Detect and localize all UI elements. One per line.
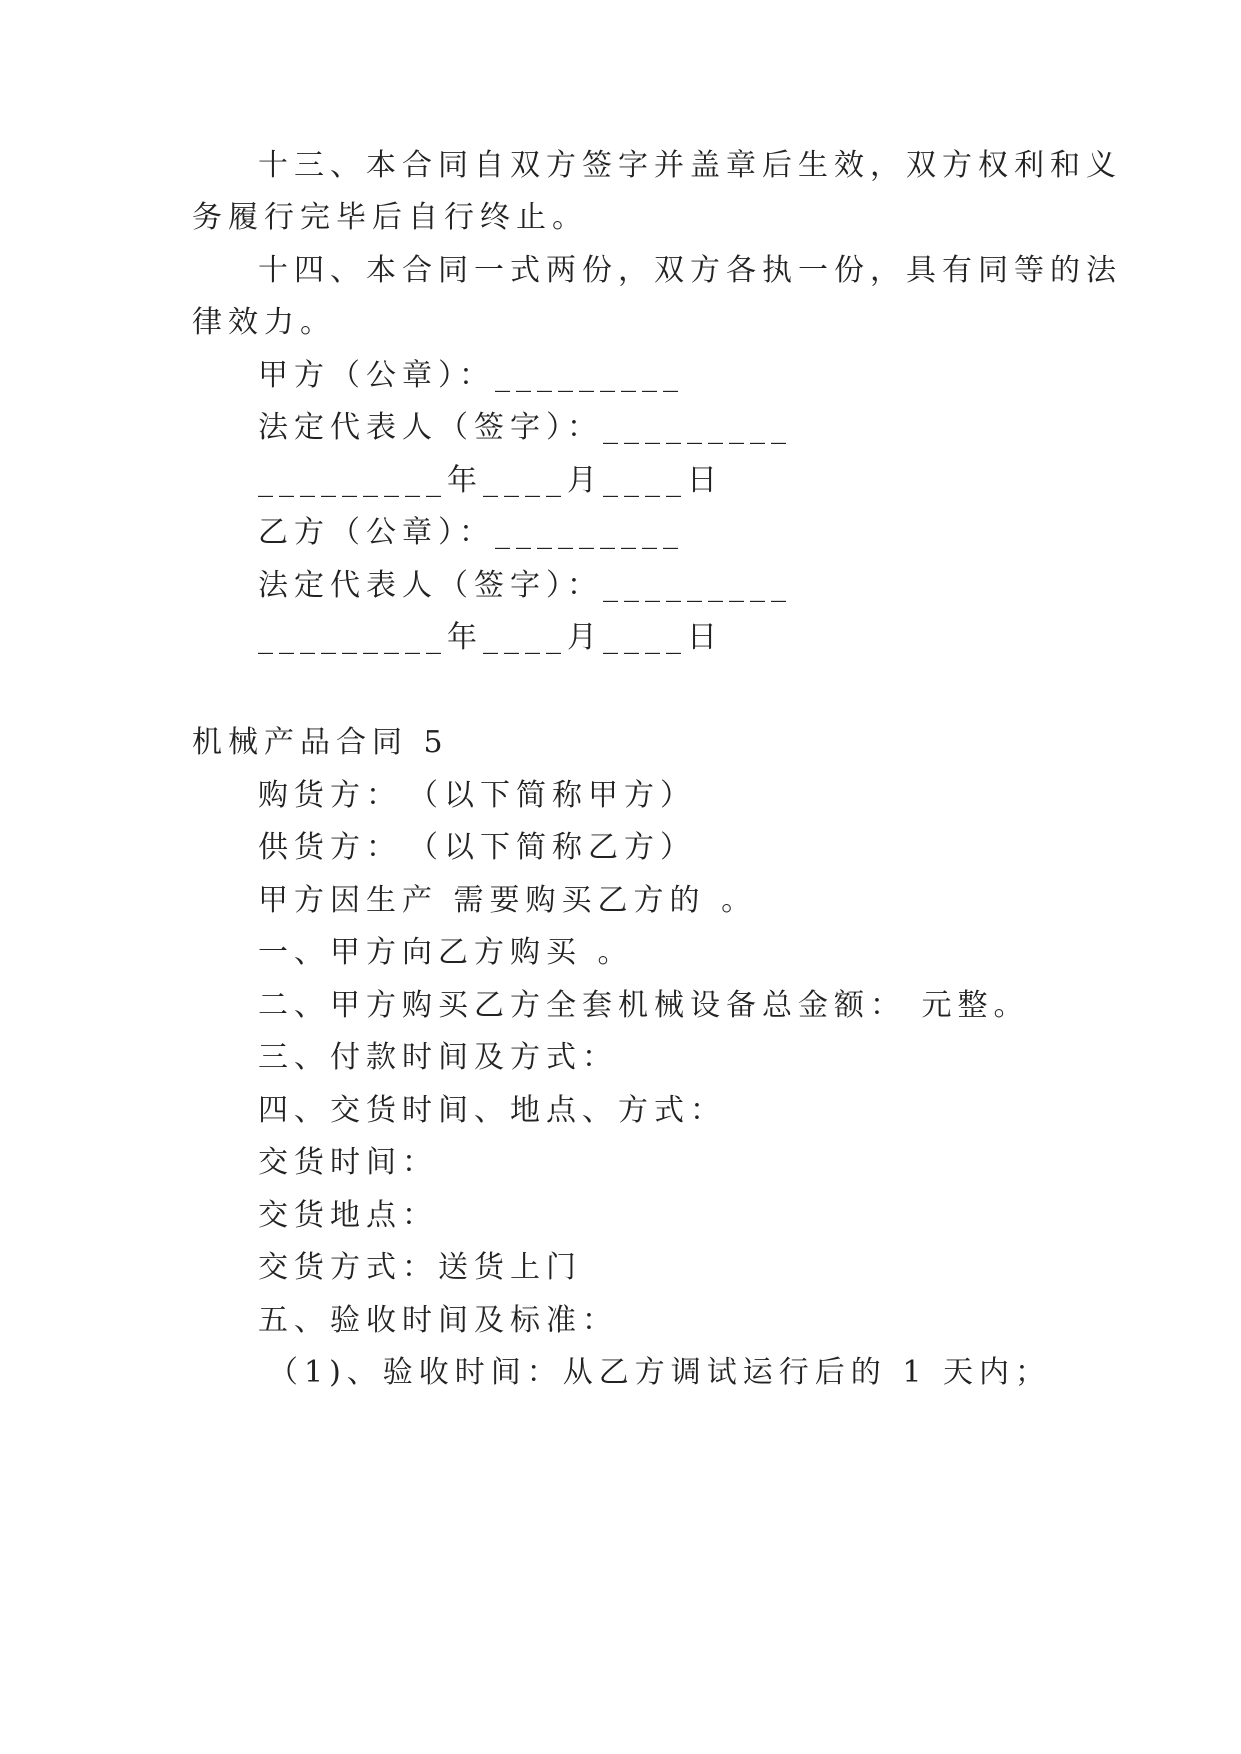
clause-5: 五、验收时间及标准： (258, 1303, 618, 1338)
supplier-line: 供货方： （以下简称乙方） (258, 830, 696, 865)
party-b-representative-line: 法定代表人（签字）：_________ (258, 568, 792, 603)
clause-1: 一、甲方向乙方购买 。 (258, 935, 634, 970)
clause-13-line-1: 十三、本合同自双方签字并盖章后生效，双方权利和义 (258, 148, 1122, 183)
party-a-representative-line: 法定代表人（签字）：_________ (258, 410, 792, 445)
buyer-line: 购货方： （以下简称甲方） (258, 778, 696, 813)
acceptance-time-line: （1)、验收时间：从乙方调试运行后的 1 天内； (268, 1355, 1051, 1390)
party-a-seal-line: 甲方（公章）：_________ (258, 358, 684, 393)
delivery-place-line: 交货地点： (258, 1198, 438, 1233)
intro-line: 甲方因生产 需要购买乙方的 。 (258, 883, 758, 918)
clause-13-line-2: 务履行完毕后自行终止。 (192, 200, 588, 235)
clause-4: 四、交货时间、地点、方式： (258, 1093, 726, 1128)
clause-2: 二、甲方购买乙方全套机械设备总金额： 元整。 (258, 988, 1030, 1023)
clause-14-line-1: 十四、本合同一式两份，双方各执一份，具有同等的法 (258, 253, 1122, 288)
party-b-seal-line: 乙方（公章）：_________ (258, 515, 684, 550)
party-a-date-line: _________年____月____日 (258, 463, 723, 498)
clause-14-line-2: 律效力。 (192, 305, 336, 340)
party-b-date-line: _________年____月____日 (258, 620, 723, 655)
delivery-time-line: 交货时间： (258, 1145, 438, 1180)
section-title: 机械产品合同 5 (192, 725, 449, 760)
delivery-method-line: 交货方式：送货上门 (258, 1250, 582, 1285)
clause-3: 三、付款时间及方式： (258, 1040, 618, 1075)
